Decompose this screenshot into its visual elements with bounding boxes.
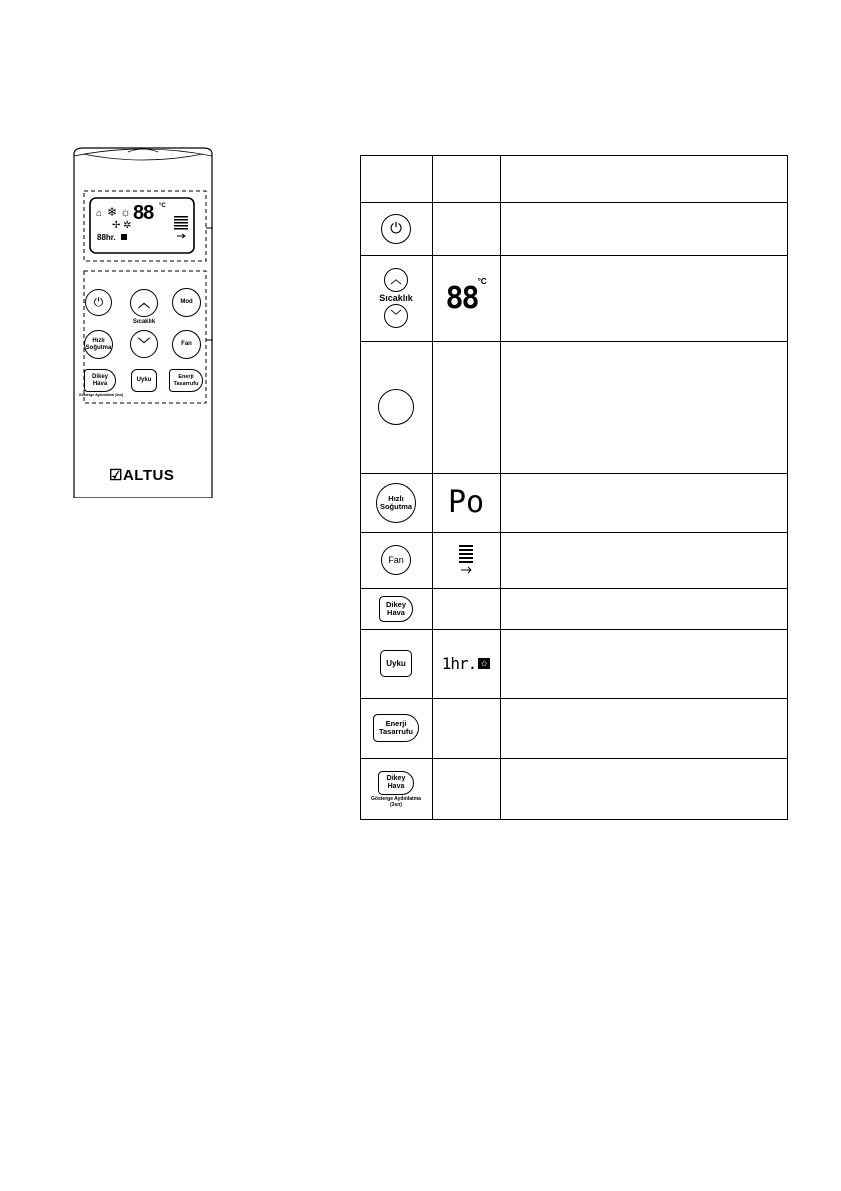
button-reference-table (360, 155, 788, 820)
remote-mode-button[interactable]: Mod (172, 288, 201, 317)
icon-cell (360, 473, 432, 532)
sleep-display: 1hr. (441, 654, 477, 673)
table-row (360, 698, 788, 758)
table-row (360, 202, 788, 255)
fan-speed-icon (458, 545, 474, 575)
brand-name: ALTUS (122, 467, 175, 484)
remote-vertical-air-button[interactable]: Dikey Hava (84, 369, 116, 392)
display-cell (432, 473, 500, 532)
power-button: ⏻ (381, 214, 411, 244)
temp-up-button: ︿ (384, 268, 408, 292)
display-light-button: Dikey Hava (378, 771, 414, 795)
energy-save-button: Enerji Tasarrufu (373, 714, 419, 742)
lcd-temp-digits: 88 (133, 202, 154, 224)
display-cell (432, 255, 500, 341)
lcd-dry-icon: ☼ (120, 205, 131, 219)
temp-unit: °C (477, 277, 487, 286)
sleep-button: Uyku (380, 650, 412, 677)
temp-display: 88 (445, 280, 478, 316)
sleep-star-icon: ✩ (478, 658, 490, 669)
temp-buttons (379, 268, 413, 328)
blank-button (378, 389, 414, 425)
table-header-row (360, 155, 788, 202)
remote-energy-save-button[interactable]: Enerji Tasarrufu (169, 369, 203, 392)
table-row (360, 758, 788, 820)
lcd-heat-icon: ✲ (123, 220, 132, 231)
quick-cool-button: Hızlı Soğutma (376, 483, 416, 523)
lcd-auto-icon: ⌂ (96, 208, 103, 219)
quick-cool-display: Po (447, 485, 485, 520)
icon-cell (360, 758, 432, 820)
remote-temp-up-button[interactable]: ︿ (130, 289, 158, 317)
remote-control (73, 144, 213, 498)
temp-down-button: ﹀ (384, 304, 408, 328)
table-row (360, 341, 788, 473)
remote-power-button[interactable]: ⏻ (85, 289, 112, 316)
icon-cell (360, 202, 432, 255)
table-row (360, 588, 788, 629)
icon-cell (360, 341, 432, 473)
table-row (360, 629, 788, 698)
icon-cell (360, 629, 432, 698)
icon-cell (360, 698, 432, 758)
table-row (360, 532, 788, 588)
remote-temp-down-button[interactable]: ﹀ (130, 330, 158, 358)
icon-cell (360, 255, 432, 341)
table-row (360, 255, 788, 341)
table-row (360, 473, 788, 532)
display-cell (432, 532, 500, 588)
lcd-timer: 88hr. (97, 233, 116, 242)
remote-temp-label: Sıcaklık (132, 319, 156, 325)
lcd-sleep-icon (121, 234, 127, 240)
lcd-temp-unit: °C (159, 203, 166, 209)
fan-button: Fan (381, 545, 411, 575)
display-light-caption: Gösterge Aydınlatma (3sn) (371, 795, 421, 808)
remote-sleep-button[interactable]: Uyku (131, 369, 157, 392)
lcd-fan-speed-icon (174, 216, 190, 242)
vertical-air-button: Dikey Hava (379, 596, 413, 622)
temp-label: Sıcaklık (379, 293, 413, 303)
remote-display-light-label: Gösterge Aydınlatma (3sn) (78, 393, 124, 397)
display-light-group (365, 771, 427, 808)
remote-fan-button[interactable]: Fan (172, 330, 201, 359)
brand-logo (109, 466, 174, 484)
check-icon: ☑ (109, 467, 123, 484)
icon-cell (360, 532, 432, 588)
display-cell (432, 629, 500, 698)
lcd-fan-icon: ✢ (112, 220, 121, 231)
icon-cell (360, 588, 432, 629)
remote-quick-cool-button[interactable]: Hızlı Soğutma (84, 330, 113, 359)
lcd-cool-icon: ❄ (107, 205, 118, 219)
